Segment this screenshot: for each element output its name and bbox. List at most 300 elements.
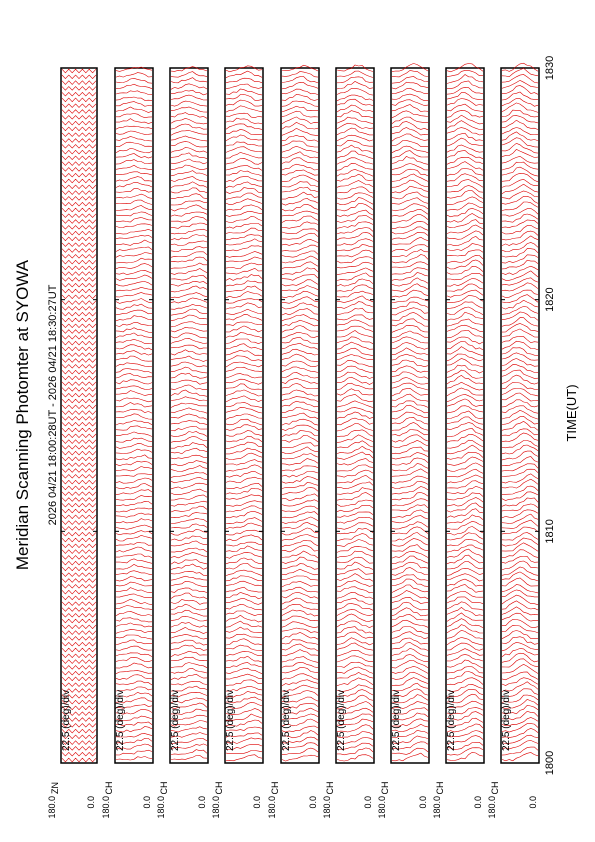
scan-trace: [62, 365, 96, 369]
scan-trace: [226, 436, 262, 442]
scan-trace: [116, 671, 152, 674]
x-tick-label: 1820: [544, 287, 556, 312]
scan-trace: [447, 579, 483, 586]
scan-trace: [226, 188, 262, 194]
scan-trace: [282, 459, 318, 466]
scan-trace: [171, 141, 207, 147]
scan-trace: [337, 123, 373, 129]
scan-trace: [392, 435, 428, 442]
scan-trace: [337, 539, 373, 546]
scan-trace: [282, 199, 318, 206]
scan-trace: [502, 556, 538, 563]
scale-label: 22.5 (deg)/div: [61, 689, 72, 751]
scan-trace: [171, 345, 207, 349]
scan-trace: [116, 571, 152, 575]
channel-label: CH: [159, 781, 169, 795]
scan-trace: [502, 225, 538, 234]
scan-trace: [116, 588, 152, 593]
scan-trace: [171, 356, 207, 362]
scan-trace: [116, 409, 152, 413]
scan-trace: [171, 304, 207, 309]
scan-trace: [282, 128, 318, 135]
scale-label: 22.5 (deg)/div: [336, 689, 347, 751]
scan-trace: [447, 643, 483, 650]
scan-trace: [171, 529, 207, 535]
scan-trace: [116, 282, 152, 287]
scan-trace: [226, 431, 262, 437]
scan-trace: [282, 94, 318, 100]
scan-trace: [62, 619, 96, 623]
scan-trace: [447, 526, 483, 535]
scan-trace: [282, 77, 318, 83]
scan-trace: [226, 78, 262, 83]
scan-trace: [392, 562, 428, 569]
scan-trace: [337, 632, 373, 638]
x-tick-labels: [544, 56, 556, 775]
scan-trace: [171, 286, 207, 292]
scan-trace: [282, 443, 318, 448]
scan-trace: [171, 113, 207, 119]
scan-trace: [337, 77, 373, 83]
scan-trace: [171, 571, 207, 575]
scan-trace: [226, 275, 262, 281]
scan-trace: [62, 139, 96, 143]
scan-trace: [226, 414, 262, 419]
scan-trace: [62, 231, 96, 235]
scan-trace: [62, 283, 96, 287]
scan-trace: [337, 366, 373, 373]
scan-trace: [337, 360, 373, 367]
scan-trace: [116, 663, 152, 668]
scan-trace: [392, 122, 428, 130]
scale-label: 22.5 (deg)/div: [391, 689, 402, 751]
scan-trace: [62, 191, 96, 195]
scan-trace: [392, 105, 428, 112]
scan-trace: [392, 366, 428, 373]
time-range-label: 2026 04/21 18:00:28UT - 2026 04/21 18:30:27UT: [47, 284, 59, 526]
scan-trace: [116, 513, 152, 517]
scan-trace: [337, 308, 373, 314]
scan-trace: [62, 677, 96, 681]
scan-trace: [116, 119, 152, 124]
scan-trace: [447, 630, 483, 639]
scan-trace: [226, 129, 262, 134]
scan-trace: [62, 666, 96, 670]
scan-trace: [116, 316, 152, 321]
scan-trace: [447, 602, 483, 610]
scan-trace: [62, 278, 96, 282]
scan-trace: [226, 252, 262, 258]
scan-trace: [226, 402, 262, 407]
scan-trace: [116, 577, 152, 582]
scan-trace: [116, 323, 152, 327]
scan-trace: [62, 324, 96, 328]
scan-trace: [171, 663, 207, 668]
scan-trace: [116, 212, 152, 216]
scan-trace: [392, 77, 428, 84]
scan-trace: [116, 380, 152, 384]
scan-trace: [282, 89, 318, 95]
scan-trace: [226, 518, 262, 524]
scan-trace: [337, 169, 373, 176]
scan-trace: [392, 290, 428, 297]
scan-trace: [502, 128, 538, 135]
scan-trace: [447, 591, 483, 598]
scan-trace: [62, 353, 96, 357]
scan-trace: [226, 477, 262, 482]
scan-trace: [171, 436, 207, 442]
scan-trace: [62, 417, 96, 421]
scan-trace: [62, 289, 96, 293]
scan-trace: [282, 472, 318, 478]
y-tick-label-max: 180.0: [47, 796, 57, 819]
scan-trace: [502, 520, 538, 529]
scan-trace: [62, 127, 96, 131]
scan-trace: [282, 337, 318, 343]
scan-trace: [116, 403, 152, 408]
scan-trace: [282, 275, 318, 281]
scan-trace: [116, 496, 152, 501]
scan-trace: [282, 668, 318, 673]
scan-trace: [392, 597, 428, 603]
scan-trace: [226, 627, 262, 632]
scan-trace: [62, 440, 96, 444]
scan-trace: [392, 325, 428, 332]
scan-trace: [226, 315, 262, 321]
scan-trace: [337, 401, 373, 408]
scan-trace: [226, 193, 262, 199]
panel-6: [322, 65, 374, 819]
scan-trace: [116, 206, 152, 211]
scan-trace: [226, 546, 262, 552]
scan-trace: [226, 668, 262, 674]
scan-trace: [62, 637, 96, 641]
scan-trace: [447, 533, 483, 540]
scan-trace: [116, 165, 152, 170]
scan-trace: [62, 654, 96, 658]
scan-trace: [62, 255, 96, 259]
scan-trace: [447, 545, 483, 552]
scan-trace: [282, 135, 318, 141]
x-tick-label: 1830: [544, 55, 556, 81]
scan-trace: [116, 78, 152, 83]
scan-trace: [171, 610, 207, 616]
scan-trace: [116, 240, 152, 245]
y-tick-label-min: 0.0: [418, 796, 428, 809]
scan-trace: [447, 375, 483, 384]
scan-trace: [116, 594, 152, 598]
scan-trace: [392, 360, 428, 367]
scan-trace: [337, 250, 373, 257]
scan-trace: [392, 532, 428, 541]
scan-trace: [62, 87, 96, 91]
scan-trace: [171, 466, 207, 472]
scan-trace: [392, 678, 428, 686]
scan-trace: [392, 297, 428, 302]
scan-trace: [171, 560, 207, 565]
scan-trace: [171, 455, 207, 459]
scan-trace: [171, 322, 207, 327]
scan-trace: [226, 506, 262, 512]
scan-trace: [392, 430, 428, 436]
scan-trace: [116, 640, 152, 645]
scan-trace: [116, 328, 152, 333]
scan-trace: [116, 386, 152, 390]
scan-trace: [171, 553, 207, 558]
scan-trace: [171, 651, 207, 657]
panel-7: [377, 63, 429, 818]
scan-trace: [226, 674, 262, 679]
scan-trace: [226, 615, 262, 622]
scan-trace: [502, 474, 538, 483]
scan-trace: [226, 448, 262, 454]
scan-trace: [282, 557, 318, 563]
scan-trace: [447, 549, 483, 557]
scan-trace: [226, 656, 262, 662]
scan-trace: [337, 598, 373, 604]
scan-trace: [502, 464, 538, 471]
scan-trace: [62, 475, 96, 479]
scan-trace: [502, 138, 538, 147]
scan-trace: [171, 281, 207, 286]
scan-trace: [282, 390, 318, 396]
scan-trace: [171, 431, 207, 436]
scan-trace: [62, 509, 96, 513]
scan-trace: [282, 535, 318, 541]
scan-trace: [171, 616, 207, 621]
scan-trace: [282, 187, 318, 192]
scan-trace: [171, 489, 207, 495]
scan-trace: [116, 490, 152, 495]
scan-trace: [392, 638, 428, 644]
scan-trace: [447, 660, 483, 668]
scan-trace: [62, 614, 96, 618]
scan-trace: [502, 504, 538, 511]
scan-trace: [171, 107, 207, 112]
panel-frame: [281, 68, 319, 763]
scan-trace: [226, 662, 262, 667]
scan-trace: [171, 229, 207, 234]
scan-trace: [392, 284, 428, 292]
scan-trace: [337, 430, 373, 437]
scan-trace: [171, 118, 207, 124]
scan-trace: [171, 327, 207, 332]
scan-trace: [502, 353, 538, 360]
scan-trace: [171, 147, 207, 152]
scan-trace: [116, 229, 152, 234]
scan-trace: [62, 81, 96, 85]
scan-trace: [116, 356, 152, 361]
scan-trace: [171, 657, 207, 661]
scan-trace: [171, 136, 207, 141]
scan-trace: [392, 156, 428, 164]
scan-trace: [62, 521, 96, 525]
y-tick-label-max: 180.0: [156, 796, 166, 819]
scan-trace: [171, 627, 207, 633]
scan-trace: [116, 483, 152, 488]
scan-trace: [502, 664, 538, 673]
scan-trace: [226, 281, 262, 286]
scan-trace: [116, 547, 152, 552]
scan-trace: [226, 621, 262, 627]
panels-group: [47, 63, 539, 818]
scan-trace: [62, 341, 96, 345]
scan-trace: [116, 247, 152, 252]
scale-label: 22.5 (deg)/div: [225, 689, 236, 751]
scan-trace: [226, 535, 262, 541]
scan-trace: [392, 221, 428, 228]
scan-trace: [226, 339, 262, 344]
scan-trace: [282, 540, 318, 546]
scan-trace: [116, 91, 152, 95]
scan-trace: [282, 229, 318, 234]
scan-trace: [226, 291, 262, 298]
scan-trace: [62, 648, 96, 652]
scan-trace: [116, 235, 152, 238]
scan-trace: [337, 215, 373, 222]
y-tick-label-max: 180.0: [432, 796, 442, 819]
scan-trace: [337, 656, 373, 662]
scan-trace: [282, 500, 318, 506]
y-tick-label-min: 0.0: [86, 796, 96, 809]
scan-trace: [116, 525, 152, 529]
scan-trace: [226, 205, 262, 211]
scan-trace: [282, 407, 318, 413]
scan-trace: [171, 130, 207, 135]
scan-trace: [226, 142, 262, 146]
scan-trace: [62, 110, 96, 114]
scan-trace: [282, 182, 318, 187]
scan-trace: [62, 226, 96, 230]
scan-trace: [226, 523, 262, 529]
scan-trace: [337, 95, 373, 101]
scan-trace: [226, 489, 262, 495]
scan-trace: [62, 567, 96, 571]
scan-trace: [282, 419, 318, 425]
scan-trace: [502, 214, 538, 222]
scan-trace: [226, 152, 262, 158]
scan-trace: [392, 354, 428, 361]
scan-trace: [116, 73, 152, 78]
scan-trace: [447, 406, 483, 413]
scan-trace: [62, 492, 96, 496]
scan-trace: [116, 84, 152, 89]
scan-trace: [502, 249, 538, 258]
scan-trace: [226, 425, 262, 431]
scan-trace: [337, 610, 373, 616]
scan-trace: [447, 370, 483, 378]
scan-trace: [226, 576, 262, 581]
scan-trace: [62, 98, 96, 102]
scan-trace: [116, 253, 152, 258]
scan-trace: [226, 118, 262, 124]
scan-trace: [337, 470, 373, 477]
scan-trace: [62, 197, 96, 201]
scan-trace: [282, 117, 318, 124]
scan-trace: [447, 186, 483, 193]
scan-trace: [282, 106, 318, 112]
scan-trace: [116, 461, 152, 466]
scan-trace: [447, 539, 483, 545]
scan-trace: [337, 302, 373, 309]
scan-trace: [282, 546, 318, 552]
scan-trace: [116, 559, 152, 564]
scan-trace: [226, 755, 262, 761]
scan-trace: [62, 561, 96, 565]
scan-trace: [171, 483, 207, 489]
scan-trace: [447, 457, 483, 466]
scan-trace: [62, 168, 96, 172]
scan-trace: [171, 390, 207, 396]
scan-trace: [171, 755, 207, 759]
scan-trace: [447, 266, 483, 274]
scan-trace: [502, 607, 538, 615]
scan-trace: [447, 399, 483, 407]
scan-trace: [282, 204, 318, 211]
scan-trace: [282, 506, 318, 512]
scan-trace: [226, 563, 262, 569]
scan-trace: [116, 182, 152, 187]
scan-trace: [392, 447, 428, 454]
scan-trace: [116, 449, 152, 453]
scan-trace: [226, 639, 262, 645]
channel-label: CH: [214, 781, 224, 795]
scan-trace: [282, 111, 318, 117]
scan-trace: [392, 660, 428, 668]
scan-trace: [62, 544, 96, 548]
scan-trace: [337, 587, 373, 593]
scan-trace: [502, 283, 538, 291]
scan-trace: [116, 426, 152, 430]
scan-trace: [447, 574, 483, 581]
scan-trace: [171, 373, 207, 378]
scan-trace: [226, 84, 262, 89]
scan-trace: [337, 377, 373, 384]
scan-trace: [337, 257, 373, 263]
scan-trace: [282, 256, 318, 263]
channel-label: CH: [380, 781, 390, 795]
scan-trace: [116, 398, 152, 402]
scan-trace: [62, 272, 96, 276]
scan-trace: [116, 582, 152, 586]
scan-trace: [226, 344, 262, 350]
scan-trace: [62, 602, 96, 606]
scan-trace: [392, 401, 428, 408]
scan-trace: [171, 212, 207, 216]
scan-trace: [226, 553, 262, 559]
scan-trace: [502, 590, 538, 597]
channel-label: ZN: [50, 782, 60, 794]
scan-trace: [171, 165, 207, 170]
scan-trace: [282, 680, 318, 686]
scan-trace: [116, 258, 152, 263]
panel-frame: [391, 68, 429, 763]
scan-trace: [392, 545, 428, 552]
scan-trace: [447, 312, 483, 320]
scan-trace: [62, 538, 96, 542]
scan-trace: [502, 441, 538, 448]
scan-trace: [392, 585, 428, 593]
scan-trace: [337, 151, 373, 159]
scan-trace: [226, 460, 262, 466]
scan-trace: [447, 429, 483, 437]
scan-trace: [226, 530, 262, 535]
scan-trace: [337, 667, 373, 673]
scan-trace: [226, 465, 262, 472]
scan-trace: [171, 298, 207, 303]
scan-trace: [502, 672, 538, 680]
scan-trace: [62, 585, 96, 589]
